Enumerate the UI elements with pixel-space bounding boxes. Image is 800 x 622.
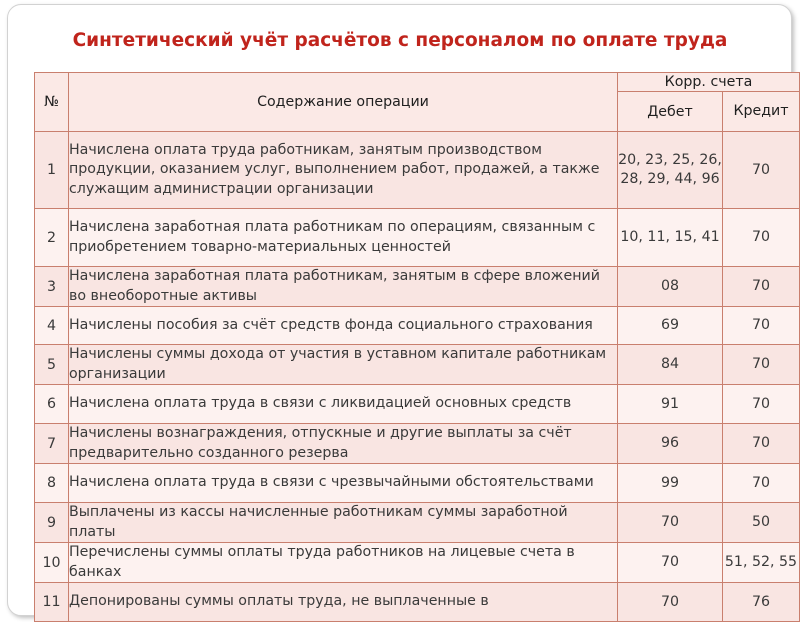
operation-text: Начислены пособия за счёт средств фонда социального страхования: [69, 307, 618, 345]
debit-cell: 70: [618, 583, 723, 622]
row-number: 10: [35, 543, 69, 583]
table-row: [35, 385, 800, 424]
credit-cell: 76: [723, 583, 800, 622]
debit-cell: 96: [618, 424, 723, 464]
table-row: [35, 583, 800, 622]
credit-cell: 70: [723, 385, 800, 424]
credit-cell: 70: [723, 307, 800, 345]
credit-cell: 70: [723, 132, 800, 209]
table-row: [35, 543, 800, 583]
debit-cell: 99: [618, 464, 723, 503]
operation-text: Начислены вознаграждения, отпускные и другие выплаты за счёт предварительно созданного резерва: [69, 424, 618, 464]
credit-cell: 70: [723, 424, 800, 464]
debit-cell: 84: [618, 345, 723, 385]
operation-text: Выплачены из кассы начисленные работникам суммы заработной платы: [69, 503, 618, 543]
table-row: [35, 209, 800, 267]
credit-cell: 51, 52, 55: [723, 543, 800, 583]
page-title: Синтетический учёт расчётов с персоналом по оплате труда: [72, 30, 728, 51]
header-corr-accounts: Корр. счета: [618, 73, 800, 92]
operation-text: Начислена заработная плата работникам по операциям, связанным с приобретением товарно-материальных ценностей: [69, 209, 618, 267]
operation-text: Начислена заработная плата работникам, занятым в сфере вложений во внеоборотные активы: [69, 267, 618, 307]
table-row: [35, 503, 800, 543]
header-credit: Кредит: [723, 92, 800, 132]
operation-text: Начислена оплата труда в связи с чрезвычайными обстоятельствами: [69, 464, 618, 503]
debit-cell: 08: [618, 267, 723, 307]
row-number: 1: [35, 132, 69, 209]
debit-cell: 70: [618, 543, 723, 583]
header-debit: Дебет: [618, 92, 723, 132]
debit-cell: 20, 23, 25, 26, 28, 29, 44, 96: [618, 132, 723, 209]
table-row: [35, 307, 800, 345]
operation-text: Перечислены суммы оплаты труда работников на лицевые счета в банках: [69, 543, 618, 583]
debit-cell: 10, 11, 15, 41: [618, 209, 723, 267]
row-number: 7: [35, 424, 69, 464]
debit-cell: 69: [618, 307, 723, 345]
credit-cell: 70: [723, 209, 800, 267]
credit-cell: 70: [723, 345, 800, 385]
operation-text: Начислена оплата труда в связи с ликвидацией основных средств: [69, 385, 618, 424]
table-row: [35, 132, 800, 209]
row-number: 4: [35, 307, 69, 345]
row-number: 2: [35, 209, 69, 267]
header-number: №: [35, 73, 69, 132]
row-number: 6: [35, 385, 69, 424]
table-row: [35, 267, 800, 307]
credit-cell: 70: [723, 464, 800, 503]
payroll-accounting-table: [34, 72, 800, 622]
table-row: [35, 345, 800, 385]
row-number: 9: [35, 503, 69, 543]
credit-cell: 70: [723, 267, 800, 307]
table-row: [35, 464, 800, 503]
header-operation: Содержание операции: [69, 73, 618, 132]
table-row: [35, 424, 800, 464]
debit-cell: 70: [618, 503, 723, 543]
row-number: 3: [35, 267, 69, 307]
row-number: 5: [35, 345, 69, 385]
operation-text: Депонированы суммы оплаты труда, не выплаченные в: [69, 583, 618, 622]
operation-text: Начислены суммы дохода от участия в уставном капитале работникам организации: [69, 345, 618, 385]
credit-cell: 50: [723, 503, 800, 543]
operation-text: Начислена оплата труда работникам, занятым производством продукции, оказанием услуг, выполнением работ, продажей, а также служащим администрации организации: [69, 132, 618, 209]
row-number: 8: [35, 464, 69, 503]
row-number: 11: [35, 583, 69, 622]
debit-cell: 91: [618, 385, 723, 424]
